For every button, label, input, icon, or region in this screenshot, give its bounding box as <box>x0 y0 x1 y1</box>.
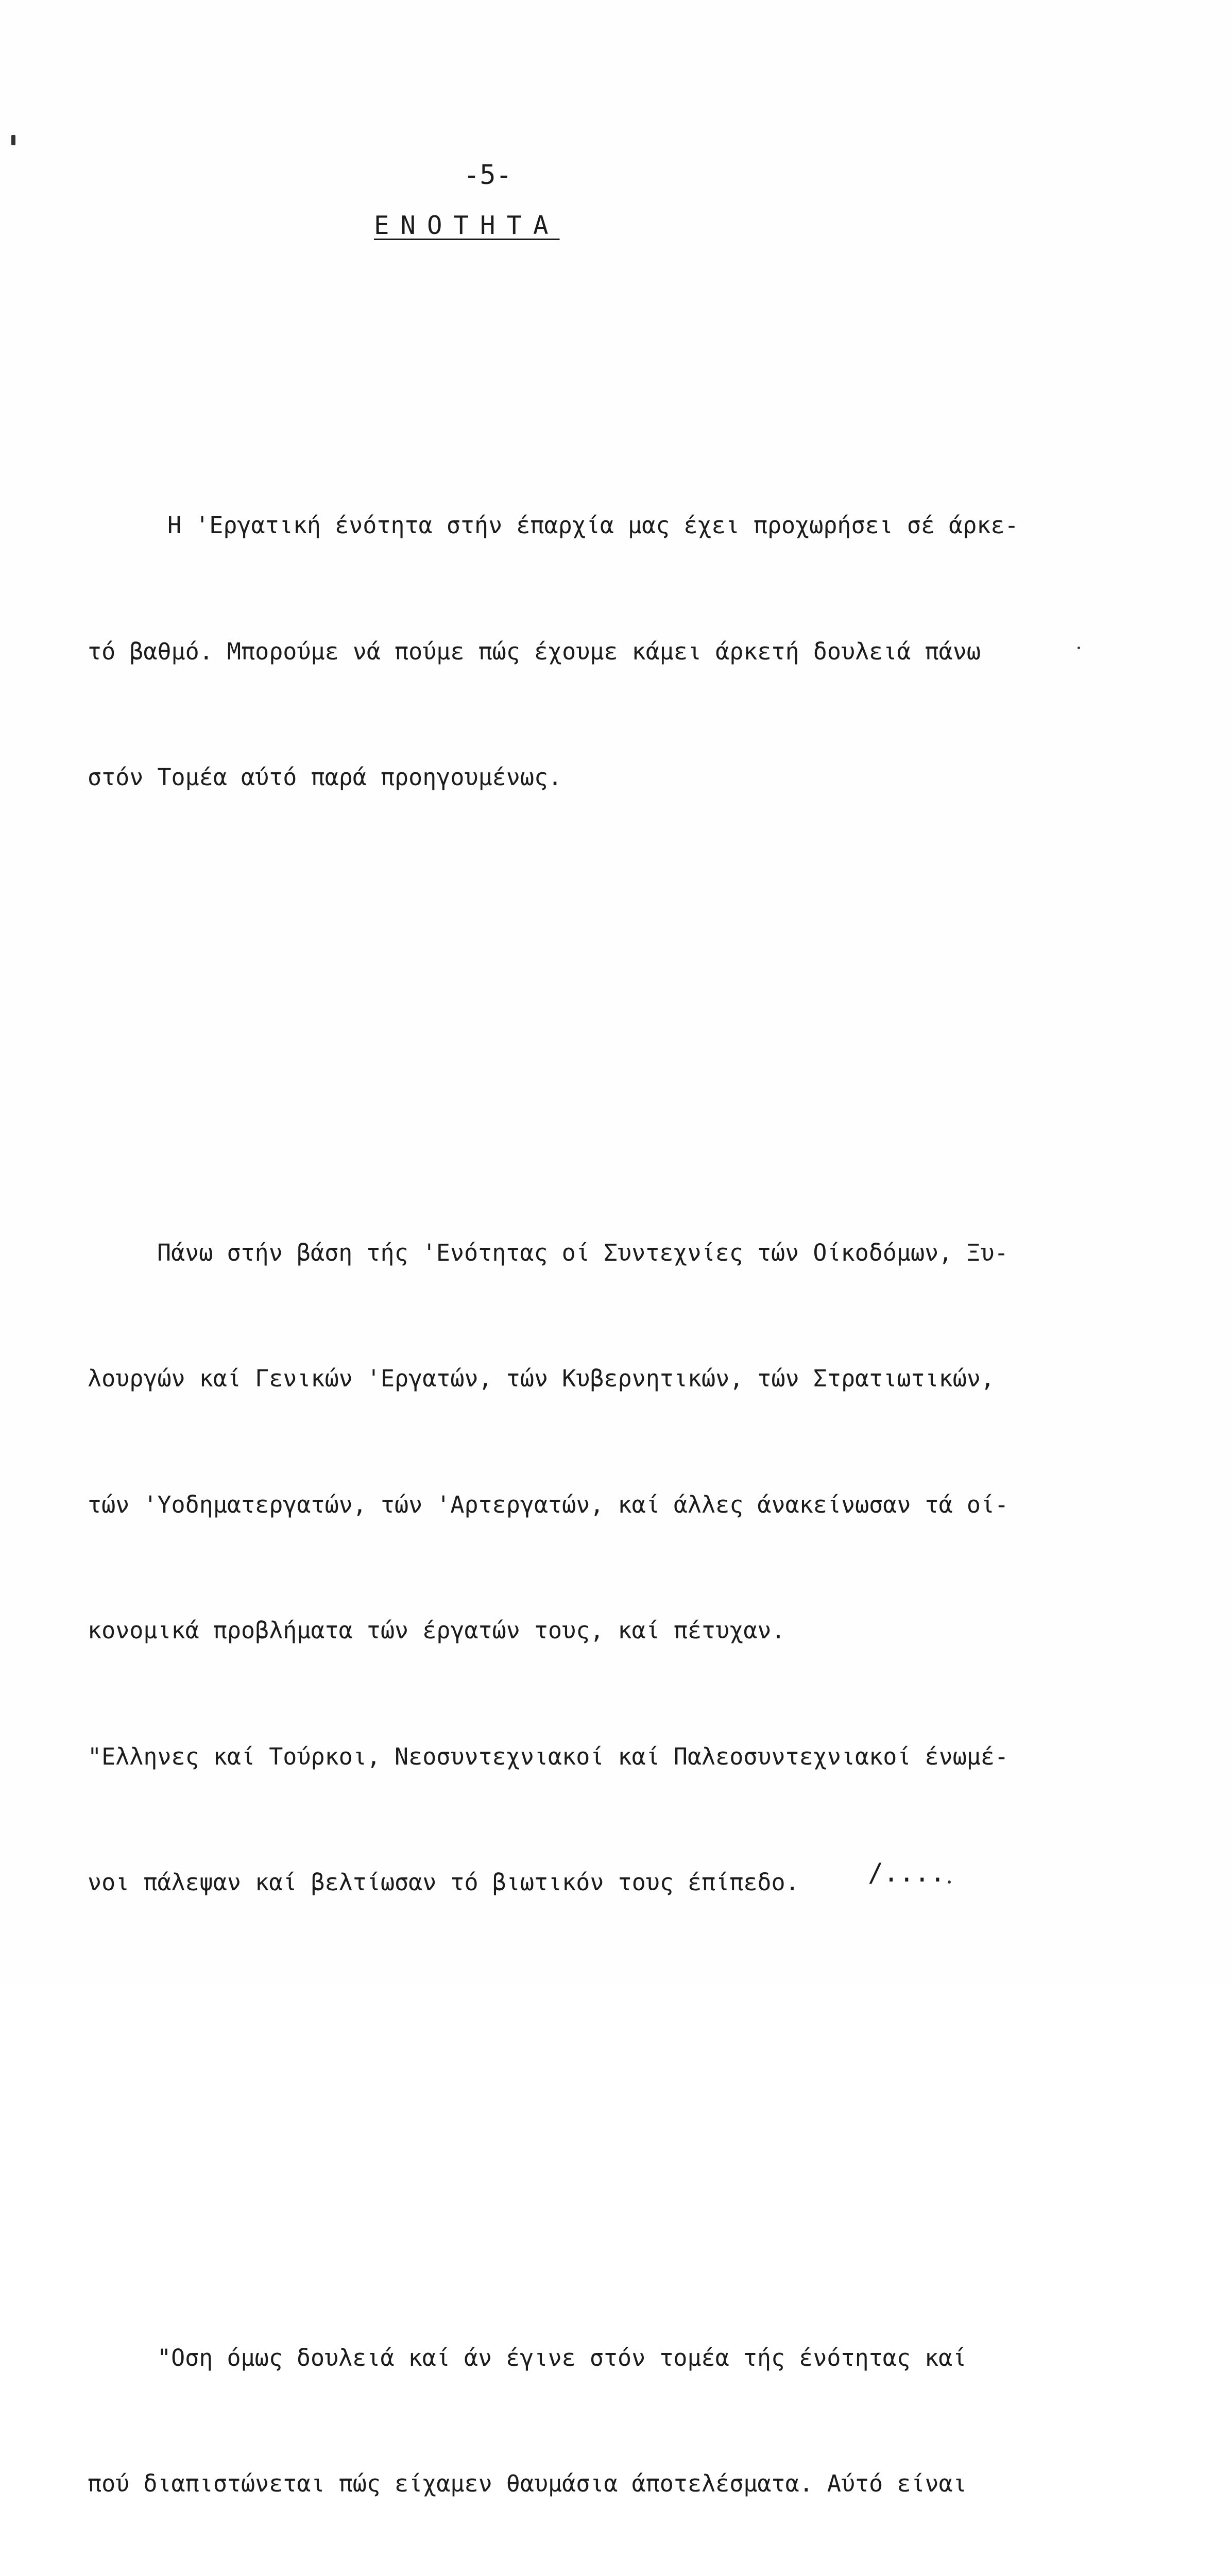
text-line: πού διαπιστώνεται πώς είχαμεν θαυμάσια άποτελέσματα. Αύτό είναι <box>88 2463 1169 2505</box>
text-line: κονομικά προβλήματα τών έργατών τους, καί πέτυχαν. <box>88 1609 1169 1652</box>
paragraph-2 <box>88 1148 1169 1988</box>
text-line: λουργών καί Γενικών 'Εργατών, τών Κυβερνητικών, τών Στρατιωτικών, <box>88 1358 1169 1400</box>
text-line: "Οση όμως δουλειά καί άν έγινε στόν τομέα τής ένότητας καί <box>88 2337 1169 2379</box>
scan-speck <box>11 135 15 145</box>
text-line: Πάνω στήν βάση τής 'Ενότητας οί Συντεχνίες τών Οίκοδόμων, Ξυ- <box>88 1232 1169 1274</box>
section-heading: ΕΝΟΤΗΤΑ <box>374 205 560 247</box>
paragraph-3 <box>88 2253 1169 2576</box>
text-line: νοι πάλεψαν καί βελτίωσαν τό βιωτικόν τους έπίπεδο. <box>88 1861 1169 1904</box>
text-line: "Ελληνες καί Τούρκοι, Νεοσυντεχνιακοί καί Παλεοσυντεχνιακοί ένωμέ- <box>88 1736 1169 1778</box>
body-text <box>88 252 1169 2576</box>
page-number: -5- <box>464 155 512 197</box>
continuation-mark: /.... <box>868 1852 946 1894</box>
text-line: στόν Τομέα αύτό παρά προηγουμένως. <box>88 756 1169 799</box>
text-line: Η 'Εργατική ένότητα στήν έπαρχία μας έχει προχωρήσει σέ άρκε- <box>88 504 1169 547</box>
text-line: τών 'Υοδηματεργατών, τών 'Αρτεργατών, καί άλλες άνακείνωσαν τά οί- <box>88 1484 1169 1526</box>
scan-speck <box>1078 647 1080 649</box>
paragraph-1 <box>88 420 1169 883</box>
text-line: τό βαθμό. Μπορούμε νά πούμε πώς έχουμε κάμει άρκετή δουλειά πάνω <box>88 631 1169 673</box>
scan-speck <box>948 1880 951 1884</box>
